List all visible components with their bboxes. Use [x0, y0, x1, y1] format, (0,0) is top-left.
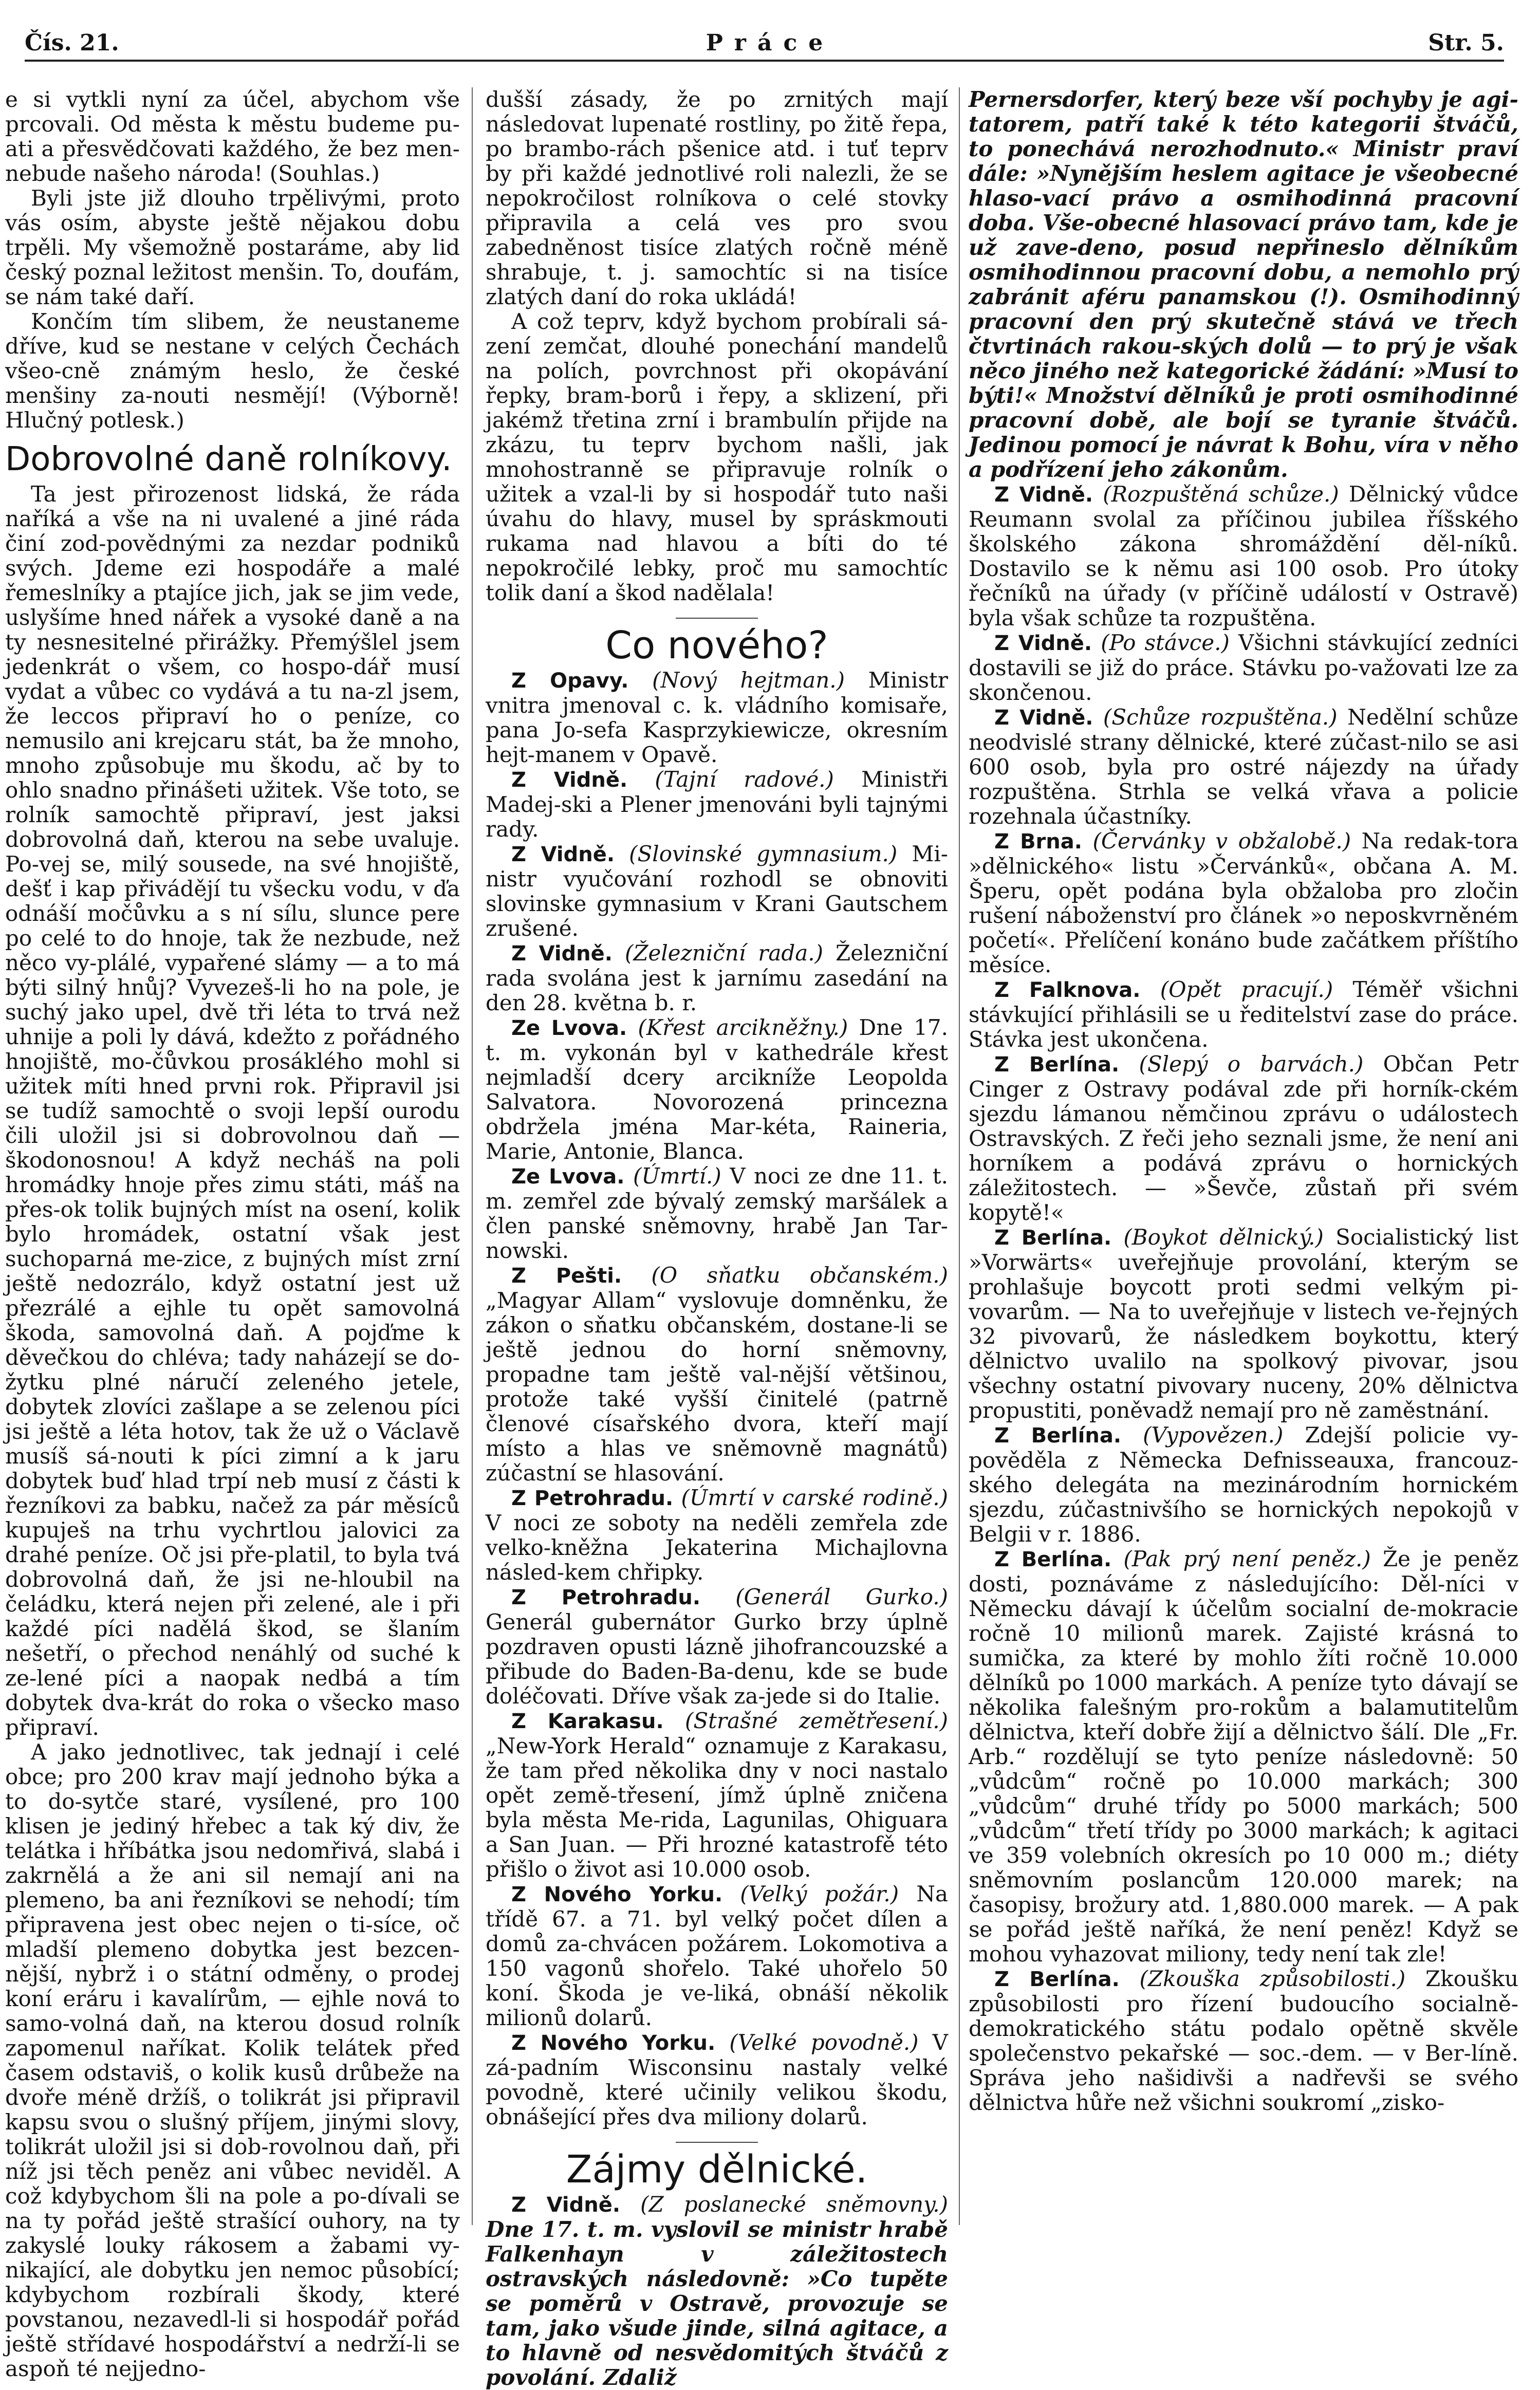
news-text: „Magyar Allam“ vyslovuje domněnku, že zákon o sňatku občanském, dostane-li se ještě jednou do horní sněmovny, propadne tam ještě val-nější většinou, protože také vyšší činitelé (patrně členové císařského dvora, kteří mají místo a hlas ve sněmovně magnátů) zúčastní se hlasování. — [486, 1288, 948, 1486]
news-location: Ze Lvova. — [511, 1165, 625, 1189]
news-location: Z Vidně. — [511, 2193, 621, 2217]
article-heading: Dobrovolné daně rolníkovy. — [5, 440, 452, 478]
news-subtitle: (Nový hejtman.) — [652, 668, 845, 693]
news-subtitle: (O sňatku občanském.) — [651, 1263, 949, 1288]
page-number: Str. 5. — [1428, 30, 1504, 56]
news-location: Z Berlína. — [994, 1548, 1112, 1571]
news-text: Ministr vnitra jmenoval c. k. vládního komisaře, pana Jo-sefa Kasprzykiewicze, okresním hejt-manem v Opavě. — [486, 668, 949, 767]
column-middle — [486, 87, 949, 2390]
paragraph: Ta jest přirozenost lidská, že ráda naříká a vše na ni uvalené a jiné ráda činí zod-povědnými za nezdar podniků svých. Jdeme ezi hospodáře a malé řemeslníky a ptajíce jich, jak se jim vede, uslyšíme hned nářek a vysoké daně a na ty nesnesitelné přirážky. Přemýšlel jsem jedenkrát o všem, co hospo-dář musí vydat a vůbec co vydává a tu na-zl jsem, že leccos připraví ho o peníze, co nemusilo ani krejcaru stát, ba že mnoho, mnoho způsobuje mu škodu, ač by to ohlo snadno přinášeti užitek. Vše toto, se rolník samochtě připraví, jest jaksi dobrovolná daň, kterou na sebe uvaluje. Po-vej se, milý sousede, na své hnojiště, dešť i kap přivádějí tu všecku vodu, v ďa odnáší močůvku a s ní sílu, slunce pere po celé to do hnoje, tak že nezbude, než něco vy-plálé, vypařené slámy — a to má býti silný hnůj? Vyvezeš-li ho na pole, je suchý jako upel, dvě tři léta to trvá než uhnije a poli ly dává, kdežto z pořádného hnojiště, mo-čůvkou prosáklého mohl si užitek míti hned prvni rok. Připravil jsi se tudíž samochtě o svoji lepší ourodu čili uložil jsi si dobrovolnou daň — škodonosnou! A když necháš na poli hromádky hnoje přes zimu státi, máš na přes-ok tolik bujných míst na osení, kolik bylo hromádek, ostatní však jest suchoparná me-zice, z bujných míst zrní ještě nedozrálo, když ostatní jest už přezrálé a ejhle tu opět samovolná škoda, samovolná daň. A pojďme k děvečkou do chléva; tady naházejí se do-žytku plné náručí zeleného jetele, dobytek zlovíci zašlape a se zelenou píci jsi ještě a léta hotov, tak že už o Václavě musíš sá-nouti k píci zimní a k jaru dobytek buď hlad trpí neb musí z části k řezníkovi za babku, načež za pár měsíců kupuješ na trhu vychrtlou jalovici za drahé peníze. Oč jsi pře-platil, to byla tvá dobrovolná daň, že jsi ne-hloubil na čeládku, která nejen při zelené, ale i při každé píci nadělá škod, se šlaním nešetří, o přechod nenáhlý od suché k ze-lené píci a naopak nedbá a tím dobytek dva-krát do roka o všecko maso připraví. — [5, 481, 460, 1740]
section-separator — [676, 2142, 758, 2143]
news-item — [486, 1263, 948, 1486]
news-text: Dne 17. t. m. vykonán byl v kathedrále křest nejmladší dcery arcikníže Leopolda Salvatora. Novorozená princezna obdržela jména Mar-kéta, Raineria, Marie, Antonie, Blanca. — [486, 1015, 949, 1164]
news-item — [486, 842, 948, 941]
paragraph: A jako jednotlivec, tak jednají i celé obce; pro 200 krav mají jednoho býka a to do-sytče staré, vysílené, pro 100 klisen je jediný hřebec a tak ký div, že telátka i hříbátka jsou nedomřivá, slabá i zakrnělá a že ani sil nemají ani na plemeno, ba ani řezníkovi se nehodí; tím připravena jest obec nejen o ti-síce, oč mladší plemeno dobytka jest bezcen-nější, nybrž i o státní odměny, o prodej koní eráru i kavalírům, — ejhle nová to samo-volná daň, na kterou dosud rolník zapomenul naříkat. Kolik telátek před časem odstaviš, o kolik kusů drůbeže na dvoře méně držíš, o tolikrát jsi připravil kapsu svou o slušný příjem, jinými slovy, tolikrát uložil jsi si dob-rovolnou daň, při níž jsi těch peněz ani vůbec neviděl. A což kdybychom šli na pole a po-dívali se na ty pořád ještě strašící ouhory, na ty zakyslé louky rákosem a žabami vy-nikající, ale dobytku jen nemoc působící; kdybychom rozbírali škody, které povstanou, nezavedl-li si hospodář pořád ještě střídavé hospodářství a nedrží-li se aspoň té nejjedno- — [5, 1739, 460, 2381]
news-location: Z Vidně. — [511, 768, 628, 792]
news-location: Z Petrohradu. — [511, 1586, 701, 1609]
news-item — [486, 767, 948, 842]
issue-number: Čís. 21. — [25, 30, 119, 56]
news-location: Z Pešti. — [511, 1264, 622, 1288]
news-list — [969, 482, 1518, 2115]
news-item — [969, 482, 1518, 631]
news-text: Na redak-tora »dělnického« listu »Červánků«, občana A. M. Šperu, opět podána byla obžaloba pro zločin rušení náboženství pro článek »o neposkvrněném početí«. Přelíčení konáno bude začátkem příštího měsíce. — [969, 828, 1518, 977]
news-location: Z Berlína. — [994, 1424, 1122, 1448]
section-heading-labor: Zájmy dělnické. — [566, 2147, 868, 2192]
news-item — [486, 2030, 948, 2129]
news-item — [486, 2192, 948, 2390]
news-subtitle: (Velké povodně.) — [729, 2030, 919, 2055]
news-location: Z Vidně. — [511, 843, 615, 866]
news-item — [486, 1015, 948, 1164]
news-location: Z Berlína. — [994, 1968, 1120, 1991]
header-rule — [25, 60, 1504, 62]
paragraph: A což teprv, když bychom probírali sá-zení zemčat, dlouhé ponechání mandelů na polích, povrchnost při okopávání řepky, bram-borů i řepy, a sklizení, při jakémž třetina zrní i brambulín přijde na zkázu, tu teprv bychom našli, jak mnohostranně se připravuje rolník o užitek a vzal-li by si hospodář tuto naši úvahu do hlavy, musel by spráskmouti rukama nad hlavou a bíti do té nepokročilé lebky, proč mu samochtíc tolik daní a škod nadělala! — [486, 309, 948, 605]
news-item — [486, 1486, 948, 1585]
news-text: Generál gubernátor Gurko brzy úplně pozdraven opusti lázně jihofrancouzské a přibude do Baden-Ba-denu, kde se bude doléčovati. Dříve však za-jede si do Italie. — [486, 1609, 948, 1709]
news-text: Téměř všichni stávkující přihlásili se u ředitelství zase do práce. Stávka jest ukončena. — [969, 977, 1518, 1052]
news-text: Občan Petr Cinger z Ostravy podával zde při horník-ckém sjezdu lámanou němčinou zprávu o událostech Ostravských. Z řeči jeho seznali jsme, že není ani horníkem a podává zprávu o hornických záležitostech. — »Ševče, zůstaň při svém kopytě!« — [969, 1051, 1519, 1225]
news-subtitle: (Pak prý není peněz.) — [1123, 1546, 1371, 1571]
news-subtitle: (Železniční rada.) — [624, 940, 824, 966]
news-item — [486, 941, 948, 1015]
column-right — [969, 87, 1518, 2230]
news-text: Všichni stávkující zedníci dostavili se již do práce. Stávku po-važovati lze za skončenou. — [969, 630, 1518, 705]
news-item — [486, 668, 948, 767]
news-text: Zdejší policie vy-pověděla z Německa Defnisseauxa, francouz-ského delegáta na mezinárodním hornickém sjezdu, zúčastnivšího se hornických nepokojů v Belgii v r. 1886. — [969, 1422, 1518, 1547]
news-location: Z Karakasu. — [511, 1710, 664, 1733]
news-text: Dělnický vůdce Reumann svolal za příčinou jubilea říšského školského zákona shromáždění děl-níků. Dostavilo se k němu asi 100 osob. Pro útoky řečníků na úřady (v příčině událostí v Ostravě) byla však schůze ta rozpuštěna. — [969, 481, 1519, 631]
column-divider — [959, 87, 960, 2225]
news-location: Z Berlína. — [994, 1226, 1112, 1250]
masthead-title: Práce — [706, 30, 834, 56]
column-divider — [472, 87, 473, 2225]
news-subtitle: (Úmrtí v carské rodině.) — [681, 1485, 948, 1510]
paragraph: Končím tím slibem, že neustaneme dříve, kud se nestane v celých Čechách všeo-cně známým heslo, že české menšiny za-nouti nesmějí! (Výborně! Hlučný potlesk.) — [5, 309, 460, 433]
news-subtitle: (Červánky v obžalobě.) — [1092, 828, 1351, 854]
news-text: Na třídě 67. a 71. byl velký počet dílen a domů za-chvácen požárem. Lokomotiva a 150 vagonů shořelo. Také uhořelo 50 koní. Škoda je ve-liká, obnáší několik milionů dolarů. — [486, 1881, 948, 2030]
news-text: Železniční rada svolána jest k jarnímu zasedání na den 28. května b. r. — [486, 940, 948, 1015]
news-item — [486, 1882, 948, 2030]
news-location: Ze Lvova. — [511, 1016, 627, 1040]
news-text: Socialistický list »Vorwärts« uveřejňuje provolání, kterým se prohlašuje boycott proti sedmi velkým pi-vovarům. — Na to uveřejňuje v listech ve-řejných 32 pivovarů, že následkem boykottu, který dělnictvo uvalilo na spolkový pivovar, jsou všechny ostatní pivovary nuceny, 20% dělnictva propustiti, poněvadž nemají pro ně zaměstnání. — [969, 1225, 1519, 1423]
news-location: Z Vidně. — [994, 483, 1093, 507]
news-subtitle: (Slovinské gymnasium.) — [629, 841, 898, 866]
news-text: V zá-padním Wisconsinu nastaly velké povodně, které učinily velikou škodu, obnášející přes dva miliony dolarů. — [486, 2030, 948, 2129]
paragraph: Pernersdorfer, který beze vší pochyby je agi-tatorem, patří také k této kategorii štváčů, to ponechává nerozhodnuto.« Ministr praví dále: »Nynějším heslem agitace je všeobecné hlaso-vací právo a osmihodinná pracovní doba. Vše-obecné hlasovací právo tam, kde je už zave-deno, posud nepřineslo dělníkům osmihodinnou pracovní dobu, a nemohlo prý zabránit aféru panamskou (!). Osmihodinný pracovní den prý skutečně stává ve třech čtvrtinách rakou-ských dolů — to prý je však něco jiného než kategorické žádání: »Musí to býti!« Množství dělníků je proti osmihodinné pracovní době, ale bojí se tyranie štváčů. Jedinou pomocí je návrat k Bohu, víra v něho a podřízení jeho zákonům. — [969, 87, 1518, 482]
paragraph: dušší zásady, že po zrnitých mají následovat lupenaté rostliny, po žitě řepa, po brambo-rách pšenice atd. i tuť teprv by při každé jednotlivé roli nalezli, že se nepokročilost rolníkova o celé stovky připravila a celá ves pro svou zabedněnost tisíce zlatých ročně méně shrabuje, t. j. samochtíc si na tisíce zlatých daní do roka ukládá! — [486, 87, 948, 309]
news-subtitle: (Zkouška způsobilosti.) — [1139, 1966, 1406, 1991]
news-item — [486, 1585, 948, 1709]
news-text: Zkoušku způsobilosti pro řízení budoucího socialně-demokratického státu podalo opětně skvěle společenstvo pekařské — soc.-dem. — v Ber-líně. Správa jeho našidivši a nadřevši se svého dělnictva hůře než všichni soukromí „zisko- — [969, 1966, 1518, 2115]
news-item — [969, 705, 1518, 829]
news-subtitle: (Generál Gurko.) — [735, 1584, 949, 1609]
news-location: Z Vidně. — [994, 632, 1092, 655]
news-text: Že je peněz dosti, poznáváme z následujícího: Děl-níci v Německu dávají k účelům socialní de-mokracie ročně 10 milionů marek. Zajisté krásná to sumička, za které by mohlo žíti ročně 10.000 dělníků po 1000 markách. A peníze tyto dávají se několika falešným pro-rokům a balamutitelům dělnictva, kteří dobře žijí a dělnictvo šálí. Dle „Fr. Arb.“ rozdělují se tyto peníze následovně: 50 „vůdcům“ ročně po 10.000 markách; 300 „vůdcům“ druhé třídy po 5000 markách; 500 „vůdcům“ třetí třídy po 3000 markách; k agitaci ve 359 volebních okresích po 10 000 m.; diéty sněmovním poslancům 120.000 marek; na časopisy, brožury atd. 1,880.000 marek. — A pak se pořád ještě naříká, že není peněz! Když se mohou vyhazovat miliony, tedy není tak zle! — [969, 1546, 1518, 1967]
news-item — [486, 1709, 948, 1882]
news-subtitle: (Z poslanecké sněmovny.) — [640, 2192, 948, 2217]
news-text: „New-York Herald“ oznamuje z Karakasu, že tam před několika dny v noci nastalo opět země-třesení, jímž úplně zničena byla města Me-rida, Lagunilas, Ohiguara a San Juan. — Při hrozné katastrofě této přišlo o život asi 10.000 osob. — [486, 1733, 948, 1882]
section-heading-news: Co nového? — [605, 623, 828, 668]
news-subtitle: (Křest arcikněžny.) — [638, 1015, 848, 1040]
news-location: Z Berlína. — [994, 1053, 1120, 1077]
news-location: Z Petrohradu. — [511, 1487, 674, 1510]
news-subtitle: (Vypovězen.) — [1143, 1422, 1284, 1448]
news-item — [969, 1423, 1518, 1547]
news-subtitle: (Boykot dělnický.) — [1123, 1225, 1324, 1250]
news-item — [969, 1547, 1518, 1967]
news-location: Z Vidně. — [994, 706, 1093, 730]
news-text: Mi-nistr vyučování rozhodl se obnoviti slovinske gymnasium v Krani Gautschem zrušené. — [486, 841, 948, 941]
news-subtitle: (Slepý o barvách.) — [1139, 1051, 1364, 1077]
news-item — [969, 977, 1518, 1052]
news-text: Nedělní schůze neodvislé strany dělnické, které zúčast-nilo se asi 600 osob, byla pro ostré nájezdy na úřady rozpuštěna. Strhla se velká vřava a policie rozehnala účastníky. — [969, 705, 1519, 829]
news-subtitle: (Schůze rozpuštěna.) — [1103, 705, 1338, 730]
news-subtitle: (Strašné zemětřesení.) — [684, 1708, 948, 1733]
news-subtitle: (Rozpuštěná schůze.) — [1103, 481, 1339, 507]
paragraph: e si vytkli nyní za účel, abychom vše prcovali. Od města k městu budeme pu-ati a přesvědčovati každého, že bez men-nebude našeho národa! (Souhlas.) — [5, 87, 460, 186]
news-text: V noci ze soboty na neděli zemřela zde velko-kněžna Jekaterina Michajlovna násled-kem chřipky. — [486, 1510, 948, 1585]
news-text: Ministři Madej-ski a Plener jmenováni byli tajnými rady. — [486, 767, 948, 842]
news-subtitle: (Po stávce.) — [1101, 630, 1230, 655]
news-location: Z Nového Yorku. — [511, 1883, 723, 1906]
news-item — [969, 1225, 1518, 1423]
news-item — [969, 1052, 1518, 1225]
news-location: Z Brna. — [994, 830, 1082, 854]
news-subtitle: (Úmrtí.) — [633, 1163, 721, 1189]
news-item — [969, 631, 1518, 705]
news-item — [969, 829, 1518, 977]
news-list — [486, 668, 948, 2129]
news-text: V noci ze dne 11. t. m. zemřel zde bývalý zemský maršálek a člen panské sněmovny, hrabě Jan Tar-nowski. — [486, 1163, 948, 1263]
paragraph: Byli jste již dlouho trpělivými, proto vás osím, abyste ještě nějakou dobu trpěli. My všemožně postaráme, aby lid český poznal ležitost menšin. To, doufám, se nám také daří. — [5, 186, 460, 309]
column-left — [5, 87, 460, 2381]
news-location: Z Falknova. — [994, 978, 1141, 1002]
news-subtitle: (Velký požár.) — [740, 1881, 899, 1906]
news-subtitle: (Opět pracují.) — [1160, 977, 1333, 1002]
news-item — [969, 1967, 1518, 2115]
news-location: Z Vidně. — [511, 942, 613, 966]
news-location: Z Opavy. — [511, 669, 629, 693]
news-subtitle: (Tajní radové.) — [655, 767, 834, 792]
section-separator — [676, 618, 758, 619]
news-location: Z Nového Yorku. — [511, 2031, 716, 2055]
news-item — [486, 1164, 948, 1263]
news-text: Dne 17. t. m. vyslovil se ministr hrabě Falkenhayn v záležitostech ostravských následovně: »Co tupěte se poměrů v Ostravě, provozuje se tam, jako všude jinde, silná agitace, a to hlavně od nesvědomitých štváčů z povolání. Zdaliž — [486, 2217, 948, 2390]
